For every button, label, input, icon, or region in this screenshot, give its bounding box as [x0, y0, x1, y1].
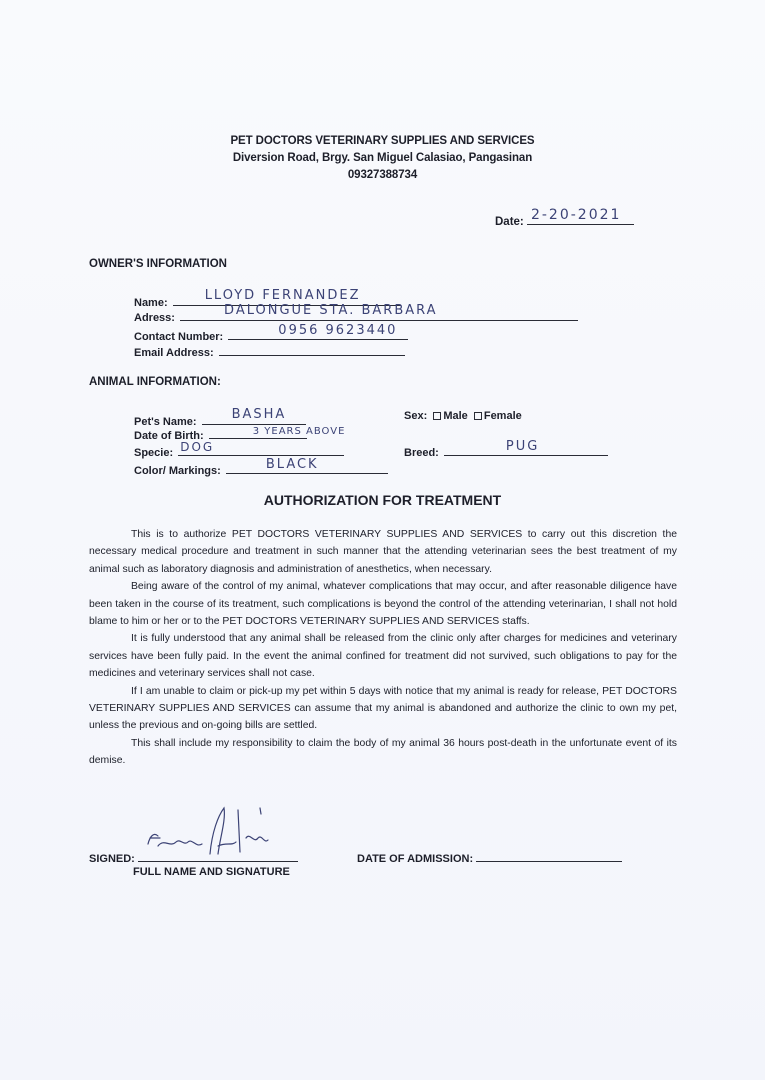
owner-email-field	[134, 343, 405, 359]
date-admission-field	[357, 851, 622, 865]
breed-label: Breed:	[404, 447, 439, 459]
dob-field	[134, 426, 346, 442]
pet-name-label: Pet's Name:	[134, 416, 197, 428]
company-address: Diversion Road, Brgy. San Miguel Calasiao, Pangasinan	[232, 152, 533, 164]
female-checkbox[interactable]	[474, 412, 482, 420]
sex-field	[404, 410, 522, 422]
sex-label: Sex:	[404, 410, 428, 422]
specie-label: Specie:	[134, 447, 174, 459]
date-admission-label: DATE OF ADMISSION:	[357, 853, 474, 865]
document-header	[0, 133, 765, 184]
owner-email-label: Email Address:	[134, 347, 214, 359]
authorization-paragraph: Being aware of the control of my animal, whatever complications that may occur, and after reasonable diligence have been taken in the course of its treatment, such complications is beyond the control of the attending veterinarian, I shall not hold blame to him or her or to the PET DOCTORS VETERINARY SUPPLIES AND SERVICES staffs.	[89, 581, 677, 628]
dob-label: Date of Birth:	[134, 430, 204, 442]
authorization-title: AUTHORIZATION FOR TREATMENT	[263, 492, 502, 508]
company-phone: 09327388734	[347, 169, 418, 181]
color-label: Color/ Markings:	[134, 465, 221, 477]
owner-name-label: Name:	[134, 297, 168, 309]
handwritten-signature-icon	[140, 802, 280, 864]
breed-value: PUG	[505, 439, 540, 454]
authorization-paragraph: This is to authorize PET DOCTORS VETERINARY SUPPLIES AND SERVICES to carry out this discretion the necessary medical procedure and treatment in such manner that the attending veterinarian sees the best treatment of my animal such as laboratory diagnosis and administration of anesthetics, when necessary.	[89, 529, 677, 575]
signed-label: SIGNED:	[89, 853, 135, 865]
authorization-body	[89, 526, 677, 770]
male-checkbox[interactable]	[433, 412, 441, 420]
owner-address-value: DALONGUE STA. BARBARA	[224, 303, 438, 318]
dob-value: 3 YEARS ABOVE	[252, 426, 346, 437]
color-value: BLACK	[265, 457, 319, 472]
owner-contact-label: Contact Number:	[134, 331, 224, 343]
owner-section-title: OWNER'S INFORMATION	[89, 258, 227, 270]
animal-section-title: ANIMAL INFORMATION:	[89, 376, 221, 388]
date-value: 2-20-2021	[530, 207, 622, 223]
specie-value: DOG	[180, 440, 215, 454]
owner-contact-field	[134, 323, 408, 343]
date-field	[495, 207, 634, 228]
authorization-paragraph: If I am unable to claim or pick-up my pet within 5 days with notice that my animal is ready for release, PET DOCTORS VETERINARY SUPPLIES AND SERVICES can assume that my animal is abandoned and authorize the clinic to own my pet, unless the previous and on-going bills are settled.	[89, 685, 677, 732]
authorization-paragraph: It is fully understood that any animal shall be released from the clinic only after charges for medicines and veterinary services have been fully paid. In the event the animal confined for treatment did not survived, such obligations to pay for the medicines and veterinary services shall not case.	[89, 633, 677, 680]
owner-address-label: Adress:	[134, 312, 175, 324]
breed-field	[404, 439, 608, 459]
female-label: Female	[483, 410, 522, 422]
owner-contact-value: 0956 9623440	[278, 323, 398, 338]
pet-name-value: BASHA	[231, 407, 287, 422]
date-label: Date:	[495, 216, 524, 228]
male-label: Male	[443, 410, 468, 422]
authorization-paragraph: This shall include my responsibility to claim the body of my animal 36 hours post-death in the unfortunate event of its demise.	[89, 737, 677, 767]
company-name: PET DOCTORS VETERINARY SUPPLIES AND SERVICES	[230, 135, 535, 147]
color-field	[134, 457, 388, 477]
owner-name-value: LLOYD FERNANDEZ	[204, 288, 361, 303]
full-name-signature-label: FULL NAME AND SIGNATURE	[133, 866, 290, 878]
